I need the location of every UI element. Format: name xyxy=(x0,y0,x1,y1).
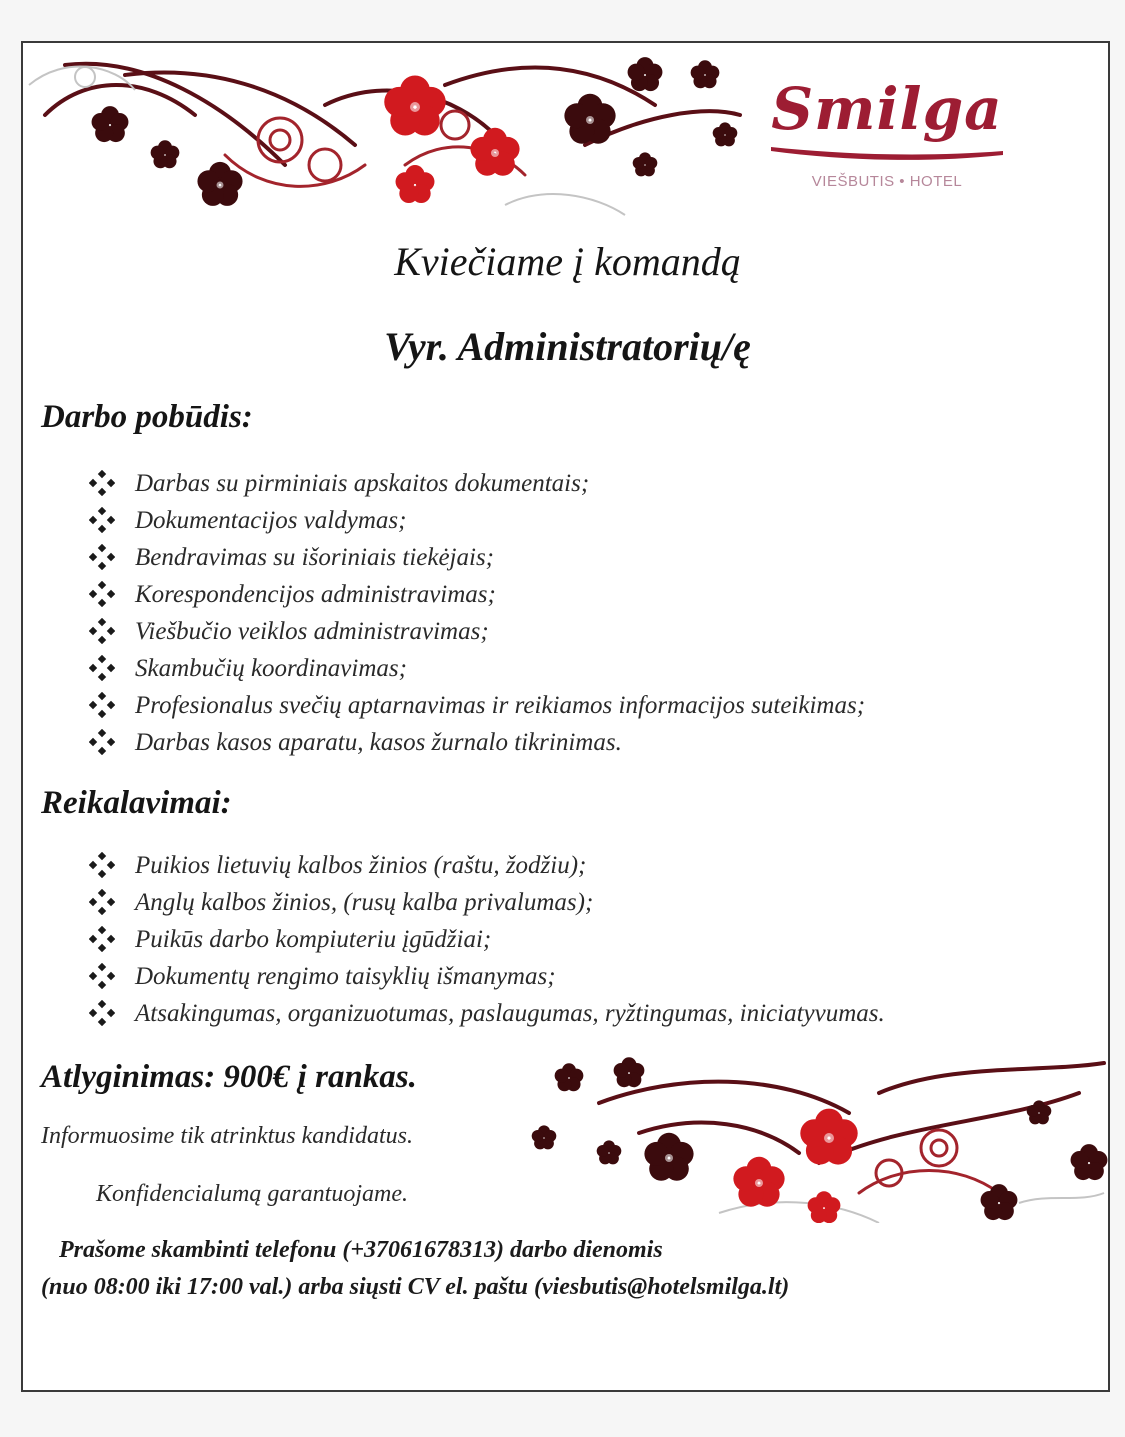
four-diamond-bullet-icon xyxy=(89,544,115,570)
duties-list-item xyxy=(89,687,865,724)
requirements-item-text: Puikios lietuvių kalbos žinios (raštu, žodžiu); xyxy=(135,852,587,879)
four-diamond-bullet-icon xyxy=(89,729,115,755)
duties-list-item xyxy=(89,576,865,613)
requirements-item-text: Dokumentų rengimo taisyklių išmanymas; xyxy=(135,963,556,990)
four-diamond-bullet-icon xyxy=(89,926,115,952)
logo-swoosh xyxy=(767,137,1007,167)
four-diamond-bullet-icon xyxy=(89,889,115,915)
requirements-list-item xyxy=(89,995,885,1032)
four-diamond-bullet-icon xyxy=(89,692,115,718)
floral-ornament-top xyxy=(25,45,745,225)
logo-tagline: VIEŠBUTIS • HOTEL xyxy=(811,173,963,190)
duties-item-text: Viešbučio veiklos administravimas; xyxy=(135,618,489,645)
requirements-list-item xyxy=(89,921,885,958)
job-ad-sheet xyxy=(21,41,1110,1392)
duties-item-text: Dokumentacijos valdymas; xyxy=(135,507,407,534)
requirements-list-item xyxy=(89,884,885,921)
four-diamond-bullet-icon xyxy=(89,963,115,989)
duties-heading: Darbo pobūdis: xyxy=(41,399,253,435)
duties-list-item xyxy=(89,650,865,687)
position-title: Vyr. Administratorių/ę xyxy=(384,324,751,369)
requirements-heading: Reikalavimai: xyxy=(41,785,232,821)
requirements-item-text: Puikūs darbo kompiuteriu įgūdžiai; xyxy=(135,926,492,953)
requirements-list-item xyxy=(89,958,885,995)
four-diamond-bullet-icon xyxy=(89,618,115,644)
duties-list-item xyxy=(89,613,865,650)
requirements-item-text: Atsakingumas, organizuotumas, paslaugumas, ryžtingumas, iniciatyvumas. xyxy=(135,1000,885,1027)
duties-item-text: Profesionalus svečių aptarnavimas ir reikiamos informacijos suteikimas; xyxy=(135,692,866,719)
duties-item-text: Skambučių koordinavimas; xyxy=(135,655,407,682)
duties-list-item xyxy=(89,724,865,761)
four-diamond-bullet-icon xyxy=(89,581,115,607)
duties-item-text: Korespondencijos administravimas; xyxy=(135,581,496,608)
salary: Atlyginimas: 900€ į rankas. xyxy=(41,1059,417,1095)
contact-line-1: Prašome skambinti telefonu (+37061678313) darbo dienomis xyxy=(59,1237,663,1263)
logo-wordmark: Smilga xyxy=(771,75,1003,143)
four-diamond-bullet-icon xyxy=(89,655,115,681)
duties-item-text: Darbas kasos aparatu, kasos žurnalo tikrinimas. xyxy=(135,729,622,756)
duties-item-text: Darbas su pirminiais apskaitos dokumentais; xyxy=(135,470,590,497)
four-diamond-bullet-icon xyxy=(89,852,115,878)
duties-list-item xyxy=(89,502,865,539)
contact-line-2: (nuo 08:00 iki 17:00 val.) arba siųsti CV el. paštu (viesbutis@hotelsmilga.lt) xyxy=(41,1274,790,1300)
requirements-list xyxy=(89,847,885,1032)
four-diamond-bullet-icon xyxy=(89,1000,115,1026)
four-diamond-bullet-icon xyxy=(89,507,115,533)
duties-list-item xyxy=(89,465,865,502)
requirements-item-text: Anglų kalbos žinios, (rusų kalba privalumas); xyxy=(135,889,594,916)
headline: Kviečiame į komandą xyxy=(394,239,741,284)
requirements-list-item xyxy=(89,847,885,884)
floral-ornament-bottom xyxy=(519,1053,1109,1223)
selected-candidates-note: Informuosime tik atrinktus kandidatus. xyxy=(41,1123,413,1149)
hotel-logo xyxy=(767,75,1007,205)
duties-list-item xyxy=(89,539,865,576)
duties-list xyxy=(89,465,865,761)
confidentiality-note: Konfidencialumą garantuojame. xyxy=(96,1181,408,1207)
four-diamond-bullet-icon xyxy=(89,470,115,496)
duties-item-text: Bendravimas su išoriniais tiekėjais; xyxy=(135,544,494,571)
